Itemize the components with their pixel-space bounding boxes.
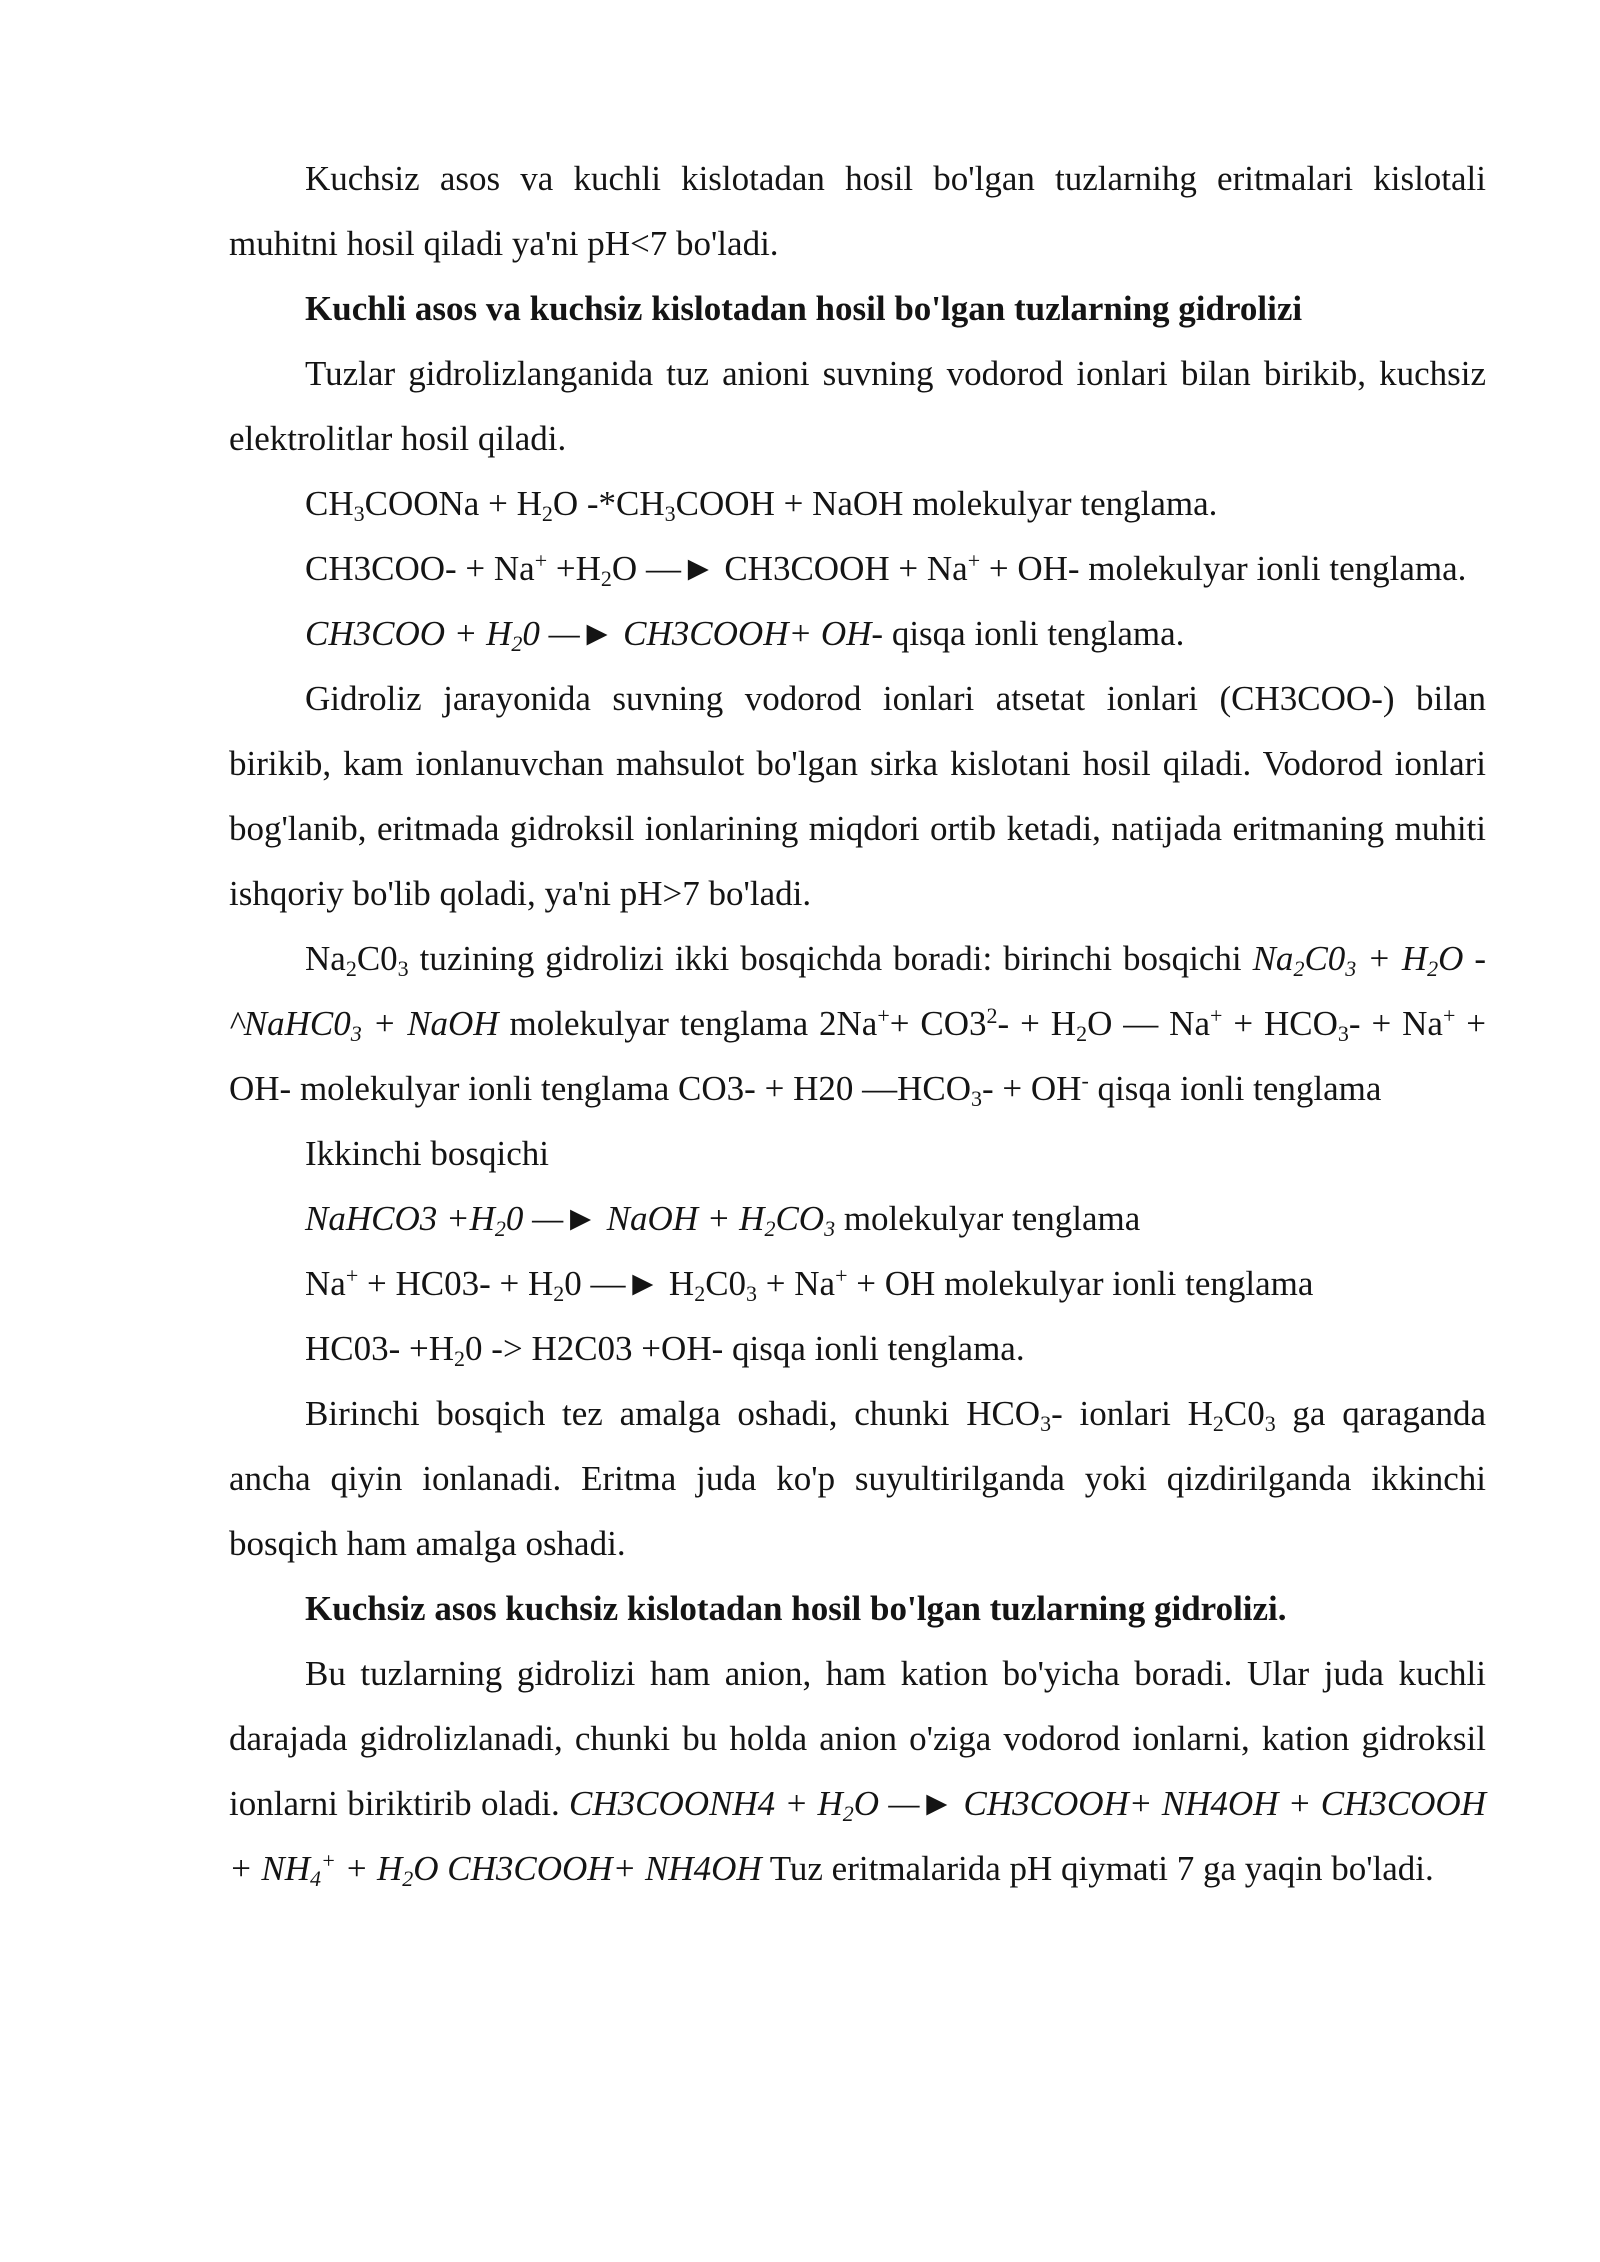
equation-short-ionic-acetate: $CH3COO + H_20$ —► CH3COOH+ OH- qisqa ionli tenglama.: [305, 614, 1185, 656]
paragraph-double-hydrolysis: Bu tuzlarning gidrolizi ham anion, ham kation bo'yicha boradi. Ular juda kuchli darajada gidrolizlanadi, chunki bu holda anion o'ziga vodorod ionlarni, kation gidroksil ionlarni biriktirib oladi. CH3COONH4 + $H_2O$ —► CH3COOH+ NH4OH + CH3COOH + $NH_4^+ + H_2O$ CH3COOH+ NH4OH Tuz eritmalarida pH qiymati 7 ga yaqin bo'ladi.: [229, 1654, 1486, 1891]
heading-strong-base-weak-acid: Kuchli asos va kuchsiz kislotadan hosil bo'lgan tuzlarning gidrolizi: [305, 289, 1303, 328]
equation-ionic-bicarbonate: $Na^+ + HC03- + H_20$ —► $H_2C0_3 + Na^+$ + OH molekulyar ionli tenglama: [305, 1263, 1314, 1306]
heading-weak-base-weak-acid: Kuchsiz asos kuchsiz kislotadan hosil bo'lgan tuzlarning gidrolizi.: [305, 1589, 1287, 1628]
paragraph-acetate-explanation: Gidroliz jarayonida suvning vodorod ionlari atsetat ionlari (CH3COO-) bilan birikib, kam ionlanuvchan mahsulot bo'lgan sirka kislotani hosil qiladi. Vodorod ionlari bog'lanib, eritmada gidroksil ionlarining miqdori ortib ketadi, natijada eritmaning muhiti ishqoriy bo'lib qoladi, ya'ni pH>7 bo'ladi.: [229, 679, 1486, 913]
paragraph-acidic-salts: Kuchsiz asos va kuchli kislotadan hosil bo'lgan tuzlarnihg eritmalari kislotali muhitni hosil qiladi ya'ni pH<7 bo'ladi.: [229, 159, 1486, 263]
document-body: [229, 146, 1486, 1901]
paragraph-sodium-carbonate: $Na_2C0_3$ tuzining gidrolizi ikki bosqichda boradi: birinchi bosqichi $Na_2C0_3 + H_2O$ $-\^{}NaHC0_3$ + NaOH molekulyar tenglama $2Na^++ CO3^2- + H_2O$ — $Na^+ + HCO_3- + Na^+ + OH-$ molekulyar ionli tenglama CO3- + H20 $—HCO_3- + OH^-$ qisqa ionli tenglama: [229, 939, 1487, 1111]
equation-molecular-bicarbonate: NaHCO3 $+H_20$ —► NaOH + $H_2CO_3$ molekulyar tenglama: [305, 1199, 1141, 1241]
equation-ionic-acetate: $CH3COO- + Na^+ +H_2O$ —► CH3COOH + Na+ + OH- molekulyar ionli tenglama.: [305, 548, 1467, 591]
paragraph-first-stage-fast: Birinchi bosqich tez amalga oshadi, chunki $HCO_3-$ ionlari $H_2C0_3$ ga qaraganda ancha qiyin ionlanadi. Eritma juda ko'p suyultirilganda yoki qizdirilganda ikkinchi bosqich ham amalga oshadi.: [229, 1394, 1486, 1563]
paragraph-anion-hydrolysis: Tuzlar gidrolizlanganida tuz anioni suvning vodorod ionlari bilan birikib, kuchsiz elektrolitlar hosil qiladi.: [229, 354, 1486, 458]
equation-short-ionic-bicarbonate: $HC03- +H_20 -> H2C03 +OH-$ qisqa ionli tenglama.: [305, 1329, 1025, 1371]
label-second-stage: Ikkinchi bosqichi: [305, 1134, 549, 1173]
equation-molecular-acetate: $CH_3COONa + H_2O$ $-*CH_3COOH$ + NaOH molekulyar tenglama.: [305, 484, 1218, 526]
